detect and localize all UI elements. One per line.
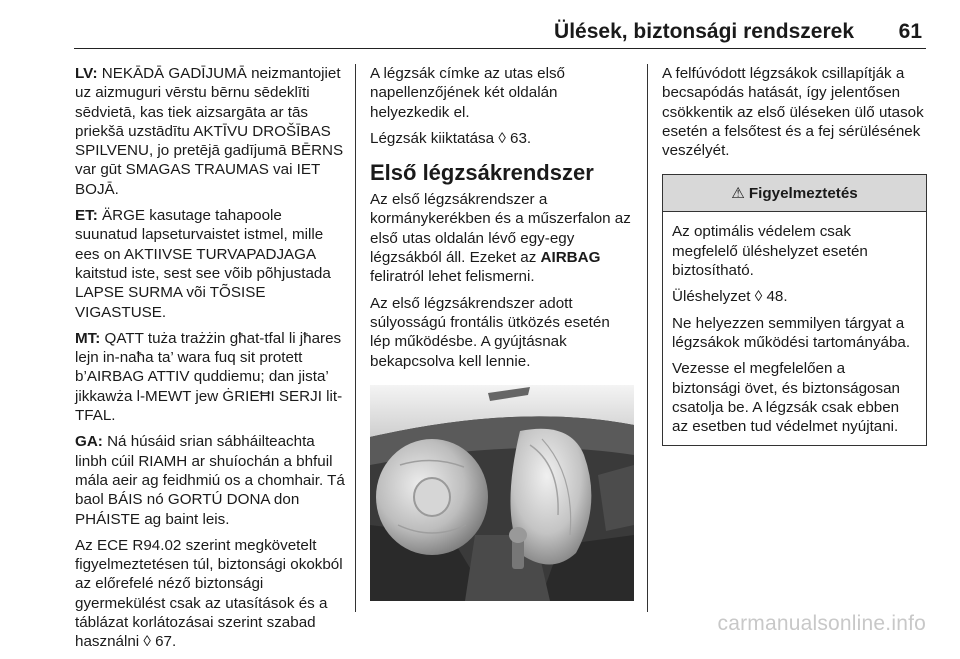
page-number: 61 — [898, 20, 922, 43]
ece-paragraph: Az ECE R94.02 szerint megkövetelt figyelmeztetésen túl, biztonsági okokból az előrefelé néző biztonsági gyermekülést csak az utasítások és a táblázat korlátozásai szerint szabad használni ◊ 67. — [75, 536, 343, 651]
warning-text: Vezesse el megfelelően a biztonsági övet, és biztonságosan csatolja be. A légzsák csak ebben az esetben tud védelmet nyújtani. — [672, 360, 900, 436]
warning-text: Ne helyezzen semmilyen tárgyat a légzsákok működési tartományába. — [672, 314, 911, 351]
column-3 — [662, 64, 927, 446]
warning-paragraph-et: ET: ÄRGE kasutage tahapoole suunatud lapseturvaistet istmel, mille ees on AKTIIVSE TURVAPADJAGA kaitstud iste, sest see võib põhjustada LAPSE SURMA või TÕSISE VIGASTUSE. — [75, 207, 331, 321]
page-header — [74, 0, 926, 49]
column-1 — [75, 64, 347, 659]
warning-paragraph-mt: MT: QATT tuża trażżin għat-tfal li jħares lejn in-naħa ta’ wara fuq sit protett b’AIRBAG ATTIV quddiemu; dan jista’ jikkawża l-MEWT jew ĠRIEĦI SERJI lit-TFAL. — [75, 329, 343, 425]
warning-box — [662, 174, 927, 446]
airbag-illustration — [370, 385, 634, 601]
section-heading: Első légzsákrendszer — [370, 160, 594, 186]
warning-text: Az optimális védelem csak megfelelő üléshelyzet esetén biztosítható. — [672, 223, 868, 280]
column-divider — [355, 64, 356, 612]
airbag-activation-text: Az első légzsákrendszer adott súlyosságú frontális ütközés esetén lép működésbe. A gyújtásnak bekapcsolva kell lennie. — [370, 294, 610, 370]
airbag-system-description: Az első légzsákrendszer a kormánykerékben és a műszerfalon az első utas oldalán lévő egy-egy légzsákból áll. Ezeket az AIRBAG feliratról lehet felismerni. — [370, 191, 631, 286]
seat-position-link[interactable]: Üléshelyzet ◊ 48. — [672, 288, 788, 306]
warning-paragraph-ga: GA: Ná húsáid srian sábháilteachta linbh cúil RIAMH ar shuíochán a bhfuil mála aeir ag feidhmiú os a chomhair. Tá baol BÁIS nó GORTÚ DONA don PHÁISTE ag baint leis. — [75, 433, 345, 528]
warning-header — [663, 175, 926, 212]
warning-body — [663, 212, 926, 445]
warning-paragraph-lv: LV: NEKĀDĀ GADĪJUMĀ neizmantojiet uz aizmuguri vērstu bērnu sēdeklīti sēdvietā, kas tiek aizsargāta ar tās priekšā uzstādītu AKTĪVU DROŠĪBAS SPILVENU, jo pretējā gadījumā BĒRNS var gūt SMAGAS TRAUMAS vai IET BOJĀ. — [75, 65, 344, 198]
warning-title: Figyelmeztetés — [748, 184, 858, 202]
airbag-illustration-svg — [370, 385, 634, 601]
column-divider — [647, 64, 648, 612]
airbag-effect-text: A felfúvódott légzsákok csillapítják a becsapódás hatását, így jelentősen csökkentik az első üléseken ülő utasok esetén a felsőtest és a fej sérülésének veszélyét. — [662, 65, 924, 160]
deactivation-link[interactable]: Légzsák kiiktatása ◊ 63. — [370, 129, 532, 147]
section-title: Ülések, biztonsági rendszerek — [554, 20, 854, 43]
watermark: carmanualsonline.info — [717, 612, 926, 635]
label-location-text: A légzsák címke az utas első napellenzőjének két oldalán helyezkedik el. — [370, 65, 565, 121]
warning-triangle-icon: ⚠ — [731, 184, 745, 202]
column-2 — [370, 64, 634, 601]
